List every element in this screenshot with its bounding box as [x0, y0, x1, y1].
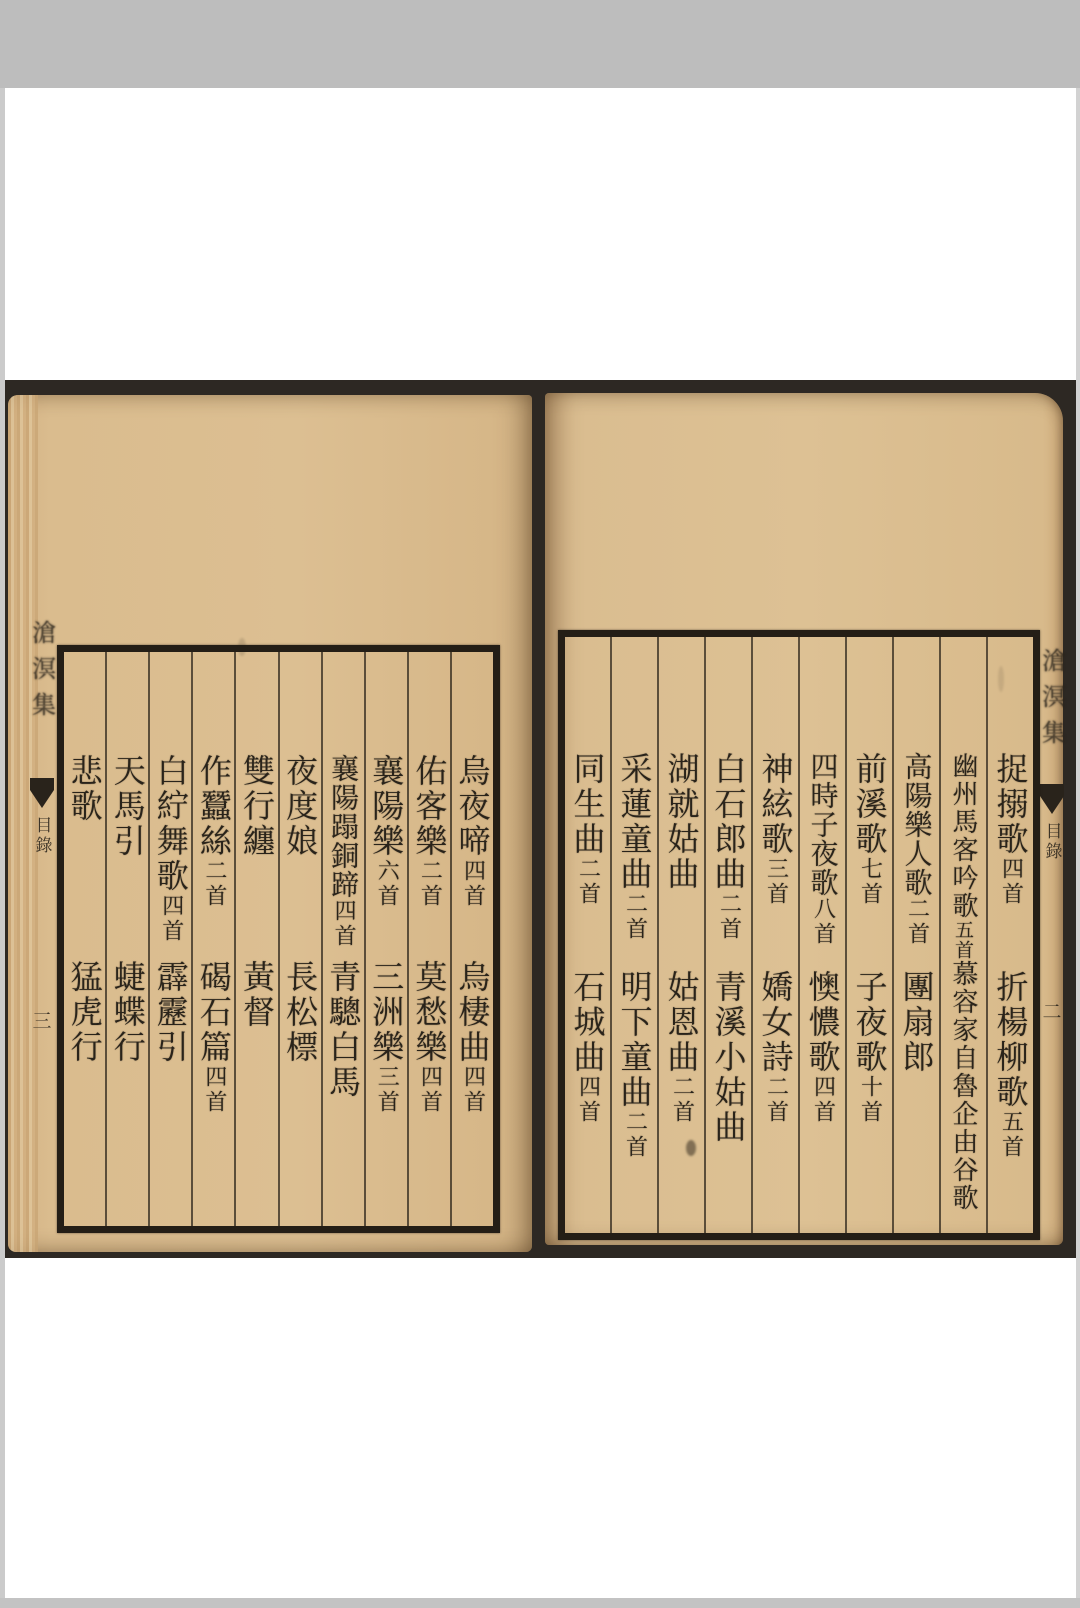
poem-title: 折楊柳歌 [991, 970, 1030, 1110]
poem-count: 五首 [952, 920, 974, 960]
toc-entry [406, 960, 452, 1115]
poem-title: 慕容家自魯企由谷歌 [948, 960, 978, 1212]
right-page-columns [565, 637, 1033, 1233]
poem-title: 子夜歌 [850, 970, 889, 1075]
toc-column [986, 637, 1033, 1233]
toc-entry [897, 752, 937, 947]
poem-count: 三首 [374, 1065, 400, 1115]
poem-title: 猛虎行 [65, 960, 104, 1065]
toc-column [450, 652, 493, 1226]
poem-title: 作蠶絲 [194, 754, 233, 859]
toc-entry [277, 754, 323, 859]
right-page [545, 393, 1066, 1245]
poem-title: 團扇郎 [897, 970, 936, 1075]
poem-title: 黃督 [237, 960, 276, 1030]
poem-count: 二首 [716, 892, 742, 942]
toc-entry [406, 754, 452, 909]
poem-title: 姑恩曲 [662, 970, 701, 1075]
poem-count: 四首 [417, 1065, 443, 1115]
toc-entry [706, 752, 752, 942]
toc-entry [894, 970, 940, 1075]
poem-count: 六首 [374, 859, 400, 909]
poem-title: 明下童曲 [615, 970, 654, 1110]
poem-title: 湖就姑曲 [662, 752, 701, 892]
toc-entry [565, 970, 611, 1125]
poem-title: 蜨蝶行 [108, 960, 147, 1065]
toc-entry [105, 960, 151, 1065]
poem-count: 四首 [460, 1065, 486, 1115]
poem-title: 三洲樂 [367, 960, 406, 1065]
toc-entry [659, 752, 705, 892]
left-page-text-frame [57, 645, 500, 1233]
poem-count: 四首 [201, 1065, 227, 1115]
toc-column [892, 637, 939, 1233]
poem-title: 雙行纏 [237, 754, 276, 859]
toc-entry [449, 754, 495, 909]
toc-column [191, 652, 234, 1226]
toc-entry [363, 754, 409, 909]
fishtail-mark-icon [30, 778, 54, 808]
toc-entry [612, 752, 658, 942]
toc-entry [659, 970, 705, 1125]
section-label: 目錄 [1041, 822, 1062, 862]
fishtail-mark-icon [1040, 784, 1064, 814]
poem-count: 四首 [460, 859, 486, 909]
toc-column [610, 637, 657, 1233]
poem-title: 前溪歌 [850, 752, 889, 857]
poem-count: 二首 [669, 1075, 695, 1125]
toc-column [278, 652, 321, 1226]
toc-entry [148, 960, 194, 1065]
toc-entry [988, 970, 1034, 1160]
poem-count: 七首 [857, 857, 883, 907]
poem-count: 二首 [417, 859, 443, 909]
poem-title: 夜度娘 [281, 754, 320, 859]
ink-blot [686, 1140, 696, 1156]
toc-entry [62, 960, 108, 1065]
toc-column [148, 652, 191, 1226]
right-page-text-frame [558, 630, 1040, 1240]
toc-column [105, 652, 148, 1226]
toc-entry [62, 754, 108, 824]
poem-title: 佑客樂 [410, 754, 449, 859]
toc-entry [988, 752, 1034, 907]
toc-entry [800, 970, 846, 1125]
toc-entry [191, 960, 237, 1115]
right-page-folding-margin [1038, 648, 1066, 1024]
poem-count: 二首 [575, 857, 601, 907]
toc-column [321, 652, 364, 1226]
toc-entry [753, 970, 799, 1125]
poem-title: 青溪小姑曲 [709, 970, 748, 1145]
poem-title: 神絃歌 [756, 752, 795, 857]
toc-column [407, 652, 450, 1226]
book-scan-photo [5, 380, 1076, 1258]
toc-entry [612, 970, 658, 1160]
toc-entry [234, 754, 280, 859]
poem-title: 白石郎曲 [709, 752, 748, 892]
poem-title: 莫愁樂 [410, 960, 449, 1065]
toc-column [364, 652, 407, 1226]
poem-title: 嬌女詩 [756, 970, 795, 1075]
poem-count: 二首 [904, 897, 930, 947]
poem-title: 碣石篇 [194, 960, 233, 1065]
poem-count: 十首 [857, 1075, 883, 1125]
poem-count: 四首 [158, 894, 184, 944]
poem-count: 二首 [201, 859, 227, 909]
toc-entry [449, 960, 495, 1115]
toc-entry [706, 970, 752, 1145]
toc-column [704, 637, 751, 1233]
toc-column [798, 637, 845, 1233]
toc-column [64, 652, 105, 1226]
poem-count: 二首 [622, 1110, 648, 1160]
viewer-right-edge [1076, 88, 1080, 1598]
poem-title: 白紵舞歌 [151, 754, 190, 894]
page-number: 三 [32, 1010, 52, 1032]
toc-entry [148, 754, 194, 944]
toc-entry [803, 752, 843, 947]
poem-title: 捉搦歌 [991, 752, 1030, 857]
toc-entry [363, 960, 409, 1115]
left-page-folding-margin [26, 620, 58, 1033]
toc-entry [565, 752, 611, 907]
poem-count: 四首 [575, 1075, 601, 1125]
poem-title: 四時子夜歌 [806, 752, 840, 897]
left-page-columns [64, 652, 493, 1226]
toc-column [845, 637, 892, 1233]
toc-entry [234, 960, 280, 1030]
left-page [8, 395, 532, 1252]
poem-count: 三首 [763, 857, 789, 907]
toc-entry [323, 754, 363, 949]
toc-entry [847, 752, 893, 907]
poem-title: 烏夜啼 [453, 754, 492, 859]
page-number: 二 [1042, 1001, 1062, 1023]
poem-title: 采蓮童曲 [615, 752, 654, 892]
toc-entry [191, 754, 237, 909]
poem-title: 悲歌 [65, 754, 104, 824]
toc-column [234, 652, 277, 1226]
toc-column [565, 637, 610, 1233]
book-title: 滄溟集 [27, 620, 56, 728]
poem-count: 八首 [810, 897, 836, 947]
poem-title: 青驄白馬 [324, 960, 363, 1100]
poem-title: 幽州馬客吟歌 [948, 752, 978, 920]
toc-column [657, 637, 704, 1233]
poem-title: 長松標 [281, 960, 320, 1065]
section-label: 目錄 [31, 816, 52, 856]
toc-entry [277, 960, 323, 1065]
poem-title: 高陽樂人歌 [900, 752, 934, 897]
toc-entry [105, 754, 151, 859]
toc-column [751, 637, 798, 1233]
poem-title: 天馬引 [108, 754, 147, 859]
book-title: 滄溟集 [1037, 648, 1066, 756]
poem-title: 襄陽蹋銅蹄 [327, 754, 361, 899]
viewer-top-bar [0, 0, 1080, 88]
poem-count: 二首 [622, 892, 648, 942]
toc-entry [320, 960, 366, 1100]
ink-smudge [998, 666, 1004, 692]
poem-count: 五首 [998, 1110, 1024, 1160]
viewer-bottom-bar [0, 1598, 1080, 1608]
poem-title: 襄陽樂 [367, 754, 406, 859]
poem-count: 四首 [810, 1075, 836, 1125]
poem-title: 同生曲 [568, 752, 607, 857]
poem-title: 烏棲曲 [453, 960, 492, 1065]
ink-smudge [238, 638, 246, 656]
poem-count: 四首 [998, 857, 1024, 907]
toc-entry [847, 970, 893, 1125]
poem-count: 二首 [763, 1075, 789, 1125]
toc-column [939, 637, 986, 1233]
poem-title: 霹靂引 [151, 960, 190, 1065]
poem-title: 懊憹歌 [803, 970, 842, 1075]
poem-count: 四首 [331, 899, 357, 949]
poem-title: 石城曲 [568, 970, 607, 1075]
toc-entry [945, 752, 982, 1212]
toc-entry [753, 752, 799, 907]
